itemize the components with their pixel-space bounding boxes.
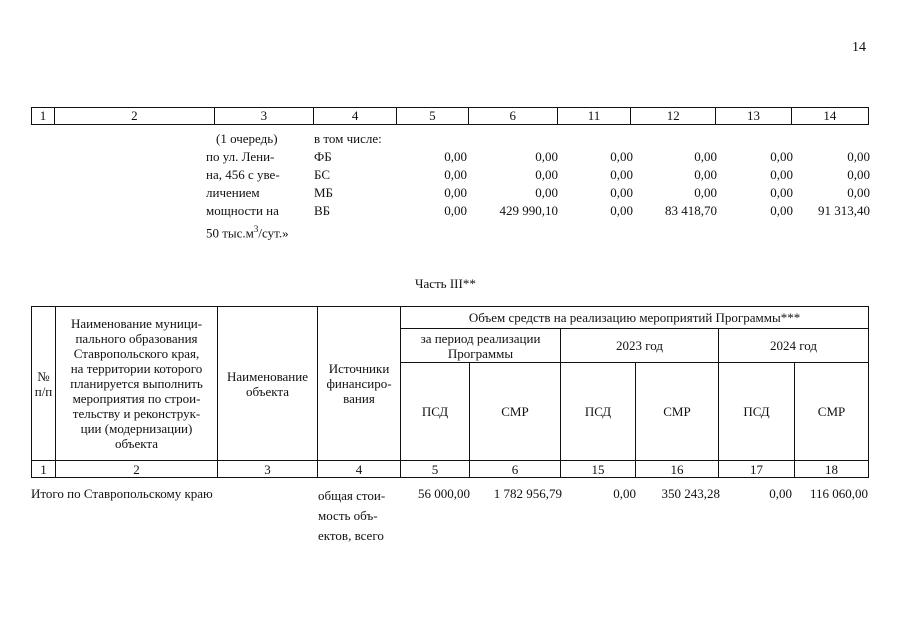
value-cell: 0,00 <box>847 149 870 164</box>
object-line: личением <box>206 185 260 200</box>
header-line: пального образования <box>75 331 198 346</box>
psd-header: ПСД <box>719 363 795 461</box>
col-12-values <box>634 148 717 220</box>
col-number-header: № п/п <box>32 307 56 461</box>
continuation-header-row <box>31 107 869 125</box>
value-cell: 0,00 <box>610 203 633 218</box>
col-11-values <box>560 148 633 220</box>
value-cell: 0,00 <box>444 167 467 182</box>
header-line: объекта <box>245 383 290 399</box>
total-value: 0,00 <box>613 486 636 501</box>
year-2024-header: 2024 год <box>719 329 869 363</box>
number-cell: 5 <box>401 461 470 478</box>
header-cell: 3 <box>214 108 313 125</box>
value-cell: 0,00 <box>535 167 558 182</box>
header-line: Ставропольского края, <box>73 346 200 361</box>
header-cell: 13 <box>716 108 791 125</box>
value-cell: 0,00 <box>444 185 467 200</box>
value-cell: 0,00 <box>535 185 558 200</box>
number-cell: 17 <box>719 461 795 478</box>
col-13-values <box>720 148 793 220</box>
part-title: Часть III** <box>415 276 476 291</box>
header-cell: 11 <box>557 108 630 125</box>
number-cell: 15 <box>561 461 636 478</box>
object-line: мощности на <box>206 203 279 218</box>
value-cell: 0,00 <box>444 203 467 218</box>
header-line: планируется выполнить <box>70 376 203 391</box>
value-cell: 83 418,70 <box>665 203 717 218</box>
value-cell: 0,00 <box>847 185 870 200</box>
total-source-line: общая стои- <box>318 488 386 503</box>
col-14-values <box>795 148 870 220</box>
value-cell: 0,00 <box>444 149 467 164</box>
source-label: БС <box>314 167 331 182</box>
header-line: тельству и реконструк- <box>72 406 201 421</box>
source-label: в том числе: <box>314 131 382 146</box>
value-cell: 0,00 <box>847 167 870 182</box>
total-source-line: мость объ- <box>318 508 378 523</box>
header-line: на территории которого <box>70 361 203 376</box>
value-cell: 0,00 <box>610 185 633 200</box>
value-cell: 91 313,40 <box>818 203 870 218</box>
value-cell: 0,00 <box>770 167 793 182</box>
source-label: МБ <box>314 185 334 200</box>
header-line: мероприятия по строи- <box>72 391 201 406</box>
total-value: 350 243,28 <box>661 486 720 501</box>
total-label: Итого по Ставропольскому краю <box>31 486 213 501</box>
source-label: ФБ <box>314 149 332 164</box>
page-number: 14 <box>852 40 866 55</box>
value-cell: 0,00 <box>770 149 793 164</box>
psd-header: ПСД <box>561 363 636 461</box>
value-cell: 0,00 <box>610 167 633 182</box>
total-value: 56 000,00 <box>418 486 470 501</box>
value-cell: 0,00 <box>610 149 633 164</box>
header-line: объекта <box>114 436 159 451</box>
source-label: ВБ <box>314 203 331 218</box>
total-value: 1 782 956,79 <box>493 486 562 501</box>
value-cell: 0,00 <box>770 203 793 218</box>
value-cell: 0,00 <box>694 185 717 200</box>
header-line: ции (модернизации) <box>80 421 193 436</box>
value-cell: 429 990,10 <box>499 203 558 218</box>
header-cell: 2 <box>55 108 215 125</box>
number-cell: 1 <box>32 461 56 478</box>
total-value: 116 060,00 <box>809 486 868 501</box>
year-2023-header: 2023 год <box>561 329 719 363</box>
part-three-table <box>31 306 869 478</box>
value-cell: 0,00 <box>694 149 717 164</box>
header-cell: 6 <box>468 108 557 125</box>
header-cell: 14 <box>791 108 868 125</box>
header-line: Наименование <box>227 368 308 384</box>
smr-header: СМР <box>470 363 561 461</box>
total-source <box>318 486 403 546</box>
volume-header: Объем средств на реализацию мероприятий Программы*** <box>401 307 869 329</box>
col-source-header <box>318 307 401 461</box>
header-line: Источники <box>328 361 390 376</box>
number-cell: 6 <box>470 461 561 478</box>
smr-header: СМР <box>636 363 719 461</box>
header-line: Наименование муници- <box>70 316 203 331</box>
header-cell: 4 <box>313 108 396 125</box>
col-municipal-header <box>56 307 218 461</box>
object-line: 50 $тыс.м^3$/сут.» <box>206 224 289 241</box>
object-description <box>206 130 316 241</box>
object-line: на, 456 с уве- <box>206 167 280 182</box>
col-object-header <box>218 307 318 461</box>
psd-header: ПСД <box>401 363 470 461</box>
total-value: 0,00 <box>769 486 792 501</box>
number-cell: 18 <box>795 461 869 478</box>
smr-header: СМР <box>795 363 869 461</box>
header-cell: 1 <box>32 108 55 125</box>
period-header <box>401 329 561 363</box>
col-5-values <box>395 148 467 220</box>
header-cell: 5 <box>397 108 468 125</box>
header-line: вания <box>343 391 375 406</box>
object-line: (1 очередь) <box>216 131 278 146</box>
header-cell: 12 <box>631 108 716 125</box>
number-cell: 2 <box>56 461 218 478</box>
header-line: Программы <box>447 345 514 361</box>
value-cell: 0,00 <box>770 185 793 200</box>
object-line: по ул. Лени- <box>206 149 275 164</box>
number-cell: 16 <box>636 461 719 478</box>
col-6-values <box>470 148 558 220</box>
number-cell: 3 <box>218 461 318 478</box>
value-cell: 0,00 <box>694 167 717 182</box>
funding-sources <box>314 130 394 220</box>
header-line: за период реализации <box>420 330 541 346</box>
value-cell: 0,00 <box>535 149 558 164</box>
number-cell: 4 <box>318 461 401 478</box>
total-source-line: ектов, всего <box>318 528 384 543</box>
header-line: финансиро- <box>326 376 392 391</box>
